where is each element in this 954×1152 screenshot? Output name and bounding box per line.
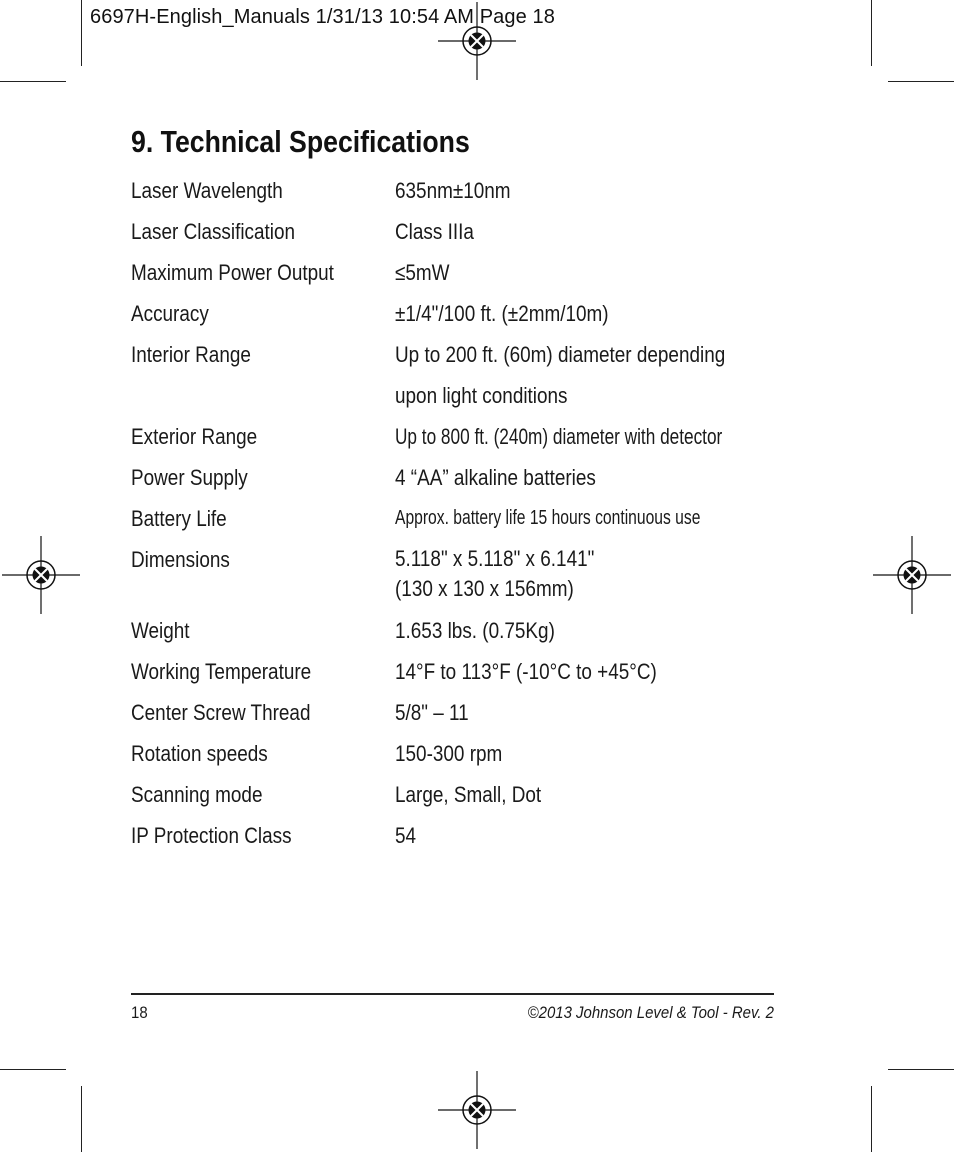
registration-mark-right-icon: [873, 536, 951, 614]
crop-mark-bottom-right-horizontal: [888, 1069, 954, 1070]
spec-label: IP Protection Class: [131, 823, 292, 848]
spec-value-line: 5/8" – 11: [395, 700, 469, 725]
spec-value-line: Class IIIa: [395, 219, 474, 244]
spec-value-line: Up to 200 ft. (60m) diameter depending: [395, 342, 726, 367]
spec-value-line: 1.653 lbs. (0.75Kg): [395, 618, 555, 643]
spec-value-line: 54: [395, 823, 417, 848]
spec-label: Laser Classification: [131, 219, 296, 244]
copyright-notice: ©2013 Johnson Level & Tool - Rev. 2: [527, 1003, 774, 1022]
spec-row-interior-range: [131, 334, 781, 416]
crop-mark-bottom-right-vertical: [871, 1086, 872, 1152]
registration-mark-top-icon: [438, 2, 516, 80]
registration-mark-left-icon: [2, 536, 80, 614]
spec-value: [395, 498, 727, 539]
section-title: 9. Technical Specifications: [131, 124, 470, 159]
spec-row-rotation-speeds: [131, 733, 781, 774]
spec-value-line: 635nm±10nm: [395, 178, 511, 203]
spec-value-line: Large, Small, Dot: [395, 782, 542, 807]
spec-label: Maximum Power Output: [131, 260, 334, 285]
spec-row-maximum-power-output: [131, 252, 781, 293]
spec-label: Accuracy: [131, 301, 209, 326]
spec-row-ip-protection-class: [131, 815, 781, 856]
spec-row-accuracy: [131, 293, 781, 334]
spec-row-laser-wavelength: [131, 170, 781, 211]
spec-label: Exterior Range: [131, 424, 258, 449]
spec-row-battery-life: [131, 498, 781, 539]
spec-row-power-supply: [131, 457, 781, 498]
spec-value: [395, 334, 727, 416]
spec-value-line: ≤5mW: [395, 260, 450, 285]
spec-value: [395, 651, 727, 692]
spec-value-line: (130 x 130 x 156mm): [395, 576, 574, 601]
registration-mark-bottom-icon: [438, 1071, 516, 1149]
spec-label: Battery Life: [131, 506, 227, 531]
spec-row-center-screw-thread: [131, 692, 781, 733]
spec-row-weight: [131, 610, 781, 651]
spec-label: Interior Range: [131, 342, 251, 367]
spec-row-dimensions: [131, 539, 781, 610]
footer-divider: [131, 993, 774, 995]
spec-value-line: ±1/4"/100 ft. (±2mm/10m): [395, 301, 609, 326]
crop-mark-bottom-left-vertical: [81, 1086, 82, 1152]
spec-label: Power Supply: [131, 465, 248, 490]
spec-value: [395, 539, 727, 610]
spec-value: [395, 457, 727, 498]
spec-value-line: upon light conditions: [395, 383, 568, 408]
spec-value: [395, 293, 727, 334]
crop-mark-top-left-vertical: [81, 0, 82, 66]
spec-label: Weight: [131, 618, 190, 643]
spec-table: [131, 170, 781, 856]
spec-value: [395, 692, 727, 733]
spec-label: Center Screw Thread: [131, 700, 311, 725]
spec-label: Laser Wavelength: [131, 178, 283, 203]
spec-value: [395, 170, 727, 211]
crop-mark-bottom-left-horizontal: [0, 1069, 66, 1070]
page-number: 18: [131, 1003, 148, 1022]
spec-value: [395, 252, 727, 293]
spec-value: [395, 815, 727, 856]
print-slug: 6697H-English_Manuals 1/31/13 10:54 AM Page 18: [90, 6, 555, 28]
spec-label: Rotation speeds: [131, 741, 268, 766]
spec-row-exterior-range: [131, 416, 781, 457]
crop-mark-top-right-vertical: [871, 0, 872, 66]
spec-value: [395, 211, 727, 252]
spec-row-working-temperature: [131, 651, 781, 692]
spec-value-line: Up to 800 ft. (240m) diameter with detector: [395, 424, 723, 449]
spec-value-line: 14°F to 113°F (-10°C to +45°C): [395, 659, 657, 684]
spec-value-line: Approx. battery life 15 hours continuous use: [395, 507, 701, 529]
spec-value: [395, 610, 727, 651]
spec-value-line: 150-300 rpm: [395, 741, 503, 766]
spec-value: [395, 416, 727, 457]
spec-value: [395, 774, 727, 815]
spec-row-scanning-mode: [131, 774, 781, 815]
spec-label: Working Temperature: [131, 659, 312, 684]
crop-mark-top-right-horizontal: [888, 81, 954, 82]
spec-value-line: 4 “AA” alkaline batteries: [395, 465, 596, 490]
spec-label: Dimensions: [131, 547, 230, 572]
spec-row-laser-classification: [131, 211, 781, 252]
spec-value-line: 5.118" x 5.118" x 6.141": [395, 546, 595, 571]
spec-value: [395, 733, 727, 774]
spec-label: Scanning mode: [131, 782, 263, 807]
crop-mark-top-left-horizontal: [0, 81, 66, 82]
